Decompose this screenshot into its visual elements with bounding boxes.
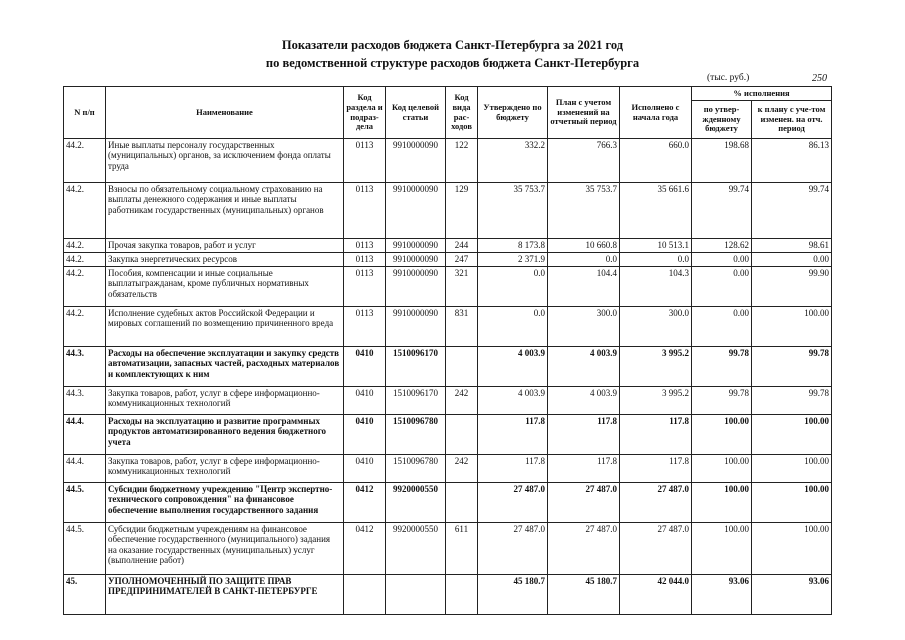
cell-row-name: УПОЛНОМОЧЕННЫЙ ПО ЗАЩИТЕ ПРАВ ПРЕДПРИНИМАТЕЛЕЙ В САНКТ-ПЕТЕРБУРГЕ: [106, 575, 344, 615]
cell-kind-code: 242: [446, 387, 478, 415]
table-row: [64, 307, 832, 347]
cell-kind-code: 244: [446, 239, 478, 253]
cell-executed: 35 661.6: [620, 183, 692, 239]
cell-plan: 0.0: [548, 253, 620, 267]
cell-executed: 10 513.1: [620, 239, 692, 253]
cell-pct-plan: 100.00: [752, 523, 832, 575]
cell-row-num: 44.4.: [64, 455, 106, 483]
cell-section-code: 0113: [344, 239, 386, 253]
cell-kind-code: 831: [446, 307, 478, 347]
cell-row-num: 44.2.: [64, 267, 106, 307]
cell-section-code: 0113: [344, 253, 386, 267]
cell-target-code: 9910000090: [386, 253, 446, 267]
cell-pct-approved: 93.06: [692, 575, 752, 615]
cell-approved: 2 371.9: [478, 253, 548, 267]
cell-row-num: 44.2.: [64, 253, 106, 267]
cell-target-code: 1510096170: [386, 347, 446, 387]
cell-plan: 45 180.7: [548, 575, 620, 615]
cell-pct-plan: 100.00: [752, 307, 832, 347]
cell-pct-approved: 128.62: [692, 239, 752, 253]
table-body: [64, 139, 832, 615]
cell-plan: 300.0: [548, 307, 620, 347]
cell-plan: 104.4: [548, 267, 620, 307]
cell-plan: 117.8: [548, 415, 620, 455]
header-approved: Утверждено по бюджету: [478, 87, 548, 139]
cell-approved: 117.8: [478, 455, 548, 483]
cell-approved: 4 003.9: [478, 347, 548, 387]
cell-row-num: 44.5.: [64, 483, 106, 523]
cell-pct-plan: 100.00: [752, 415, 832, 455]
cell-target-code: [386, 575, 446, 615]
cell-approved: 117.8: [478, 415, 548, 455]
header-pct-approved: по утвер-жденному бюджету: [692, 101, 752, 139]
header-section-code: Код раздела и подраз-дела: [344, 87, 386, 139]
header-kind-code: Код вида рас-ходов: [446, 87, 478, 139]
cell-plan: 27 487.0: [548, 523, 620, 575]
cell-row-name: Субсидии бюджетному учреждению "Центр экспертно-технического сопровождения" на финансовое обеспечение выполнения государственного задания: [106, 483, 344, 523]
cell-kind-code: 122: [446, 139, 478, 183]
header-executed: Исполнено с начала года: [620, 87, 692, 139]
cell-kind-code: [446, 347, 478, 387]
cell-row-name: Закупка энергетических ресурсов: [106, 253, 344, 267]
cell-pct-plan: 99.74: [752, 183, 832, 239]
document-title-line1: Показатели расходов бюджета Санкт-Петербурга за 2021 год: [281, 38, 624, 52]
cell-pct-plan: 100.00: [752, 455, 832, 483]
cell-executed: 42 044.0: [620, 575, 692, 615]
cell-kind-code: 321: [446, 267, 478, 307]
cell-section-code: 0113: [344, 307, 386, 347]
cell-pct-plan: 99.78: [752, 347, 832, 387]
cell-pct-plan: 0.00: [752, 253, 832, 267]
cell-target-code: 9910000090: [386, 139, 446, 183]
cell-pct-plan: 100.00: [752, 483, 832, 523]
cell-kind-code: [446, 415, 478, 455]
header-plan: План с учетом изменений на отчетный период: [548, 87, 620, 139]
cell-row-num: 44.3.: [64, 387, 106, 415]
cell-section-code: 0113: [344, 183, 386, 239]
cell-section-code: [344, 575, 386, 615]
header-name: Наименование: [106, 87, 344, 139]
cell-row-name: Иные выплаты персоналу государственных (муниципальных) органов, за исключением фонда оплаты труда: [106, 139, 344, 183]
cell-section-code: 0113: [344, 267, 386, 307]
header-num: N п/п: [64, 87, 106, 139]
cell-row-name: Пособия, компенсации и иные социальные выплатыгражданам, кроме публичных нормативных обязательств: [106, 267, 344, 307]
cell-row-num: 44.3.: [64, 347, 106, 387]
cell-pct-plan: 99.90: [752, 267, 832, 307]
cell-row-num: 44.2.: [64, 307, 106, 347]
cell-pct-approved: 100.00: [692, 523, 752, 575]
units-label: (тыс. руб.): [707, 73, 750, 83]
cell-executed: 3 995.2: [620, 387, 692, 415]
cell-row-name: Расходы на обеспечение эксплуатации и закупку средств автоматизации, запасных частей, расходных материалов и комплектующих к ним: [106, 347, 344, 387]
cell-plan: 27 487.0: [548, 483, 620, 523]
cell-pct-plan: 86.13: [752, 139, 832, 183]
cell-kind-code: [446, 483, 478, 523]
table-row: [64, 139, 832, 183]
cell-target-code: 1510096170: [386, 387, 446, 415]
table-row: [64, 575, 832, 615]
cell-row-name: Взносы по обязательному социальному страхованию на выплаты денежного содержания и иные выплаты работникам государственных (муниципальных) органов: [106, 183, 344, 239]
cell-section-code: 0412: [344, 523, 386, 575]
cell-executed: 104.3: [620, 267, 692, 307]
cell-section-code: 0410: [344, 455, 386, 483]
cell-executed: 27 487.0: [620, 483, 692, 523]
cell-plan: 766.3: [548, 139, 620, 183]
cell-pct-plan: 93.06: [752, 575, 832, 615]
cell-target-code: 9910000090: [386, 267, 446, 307]
cell-section-code: 0412: [344, 483, 386, 523]
cell-executed: 0.0: [620, 253, 692, 267]
table-row: [64, 267, 832, 307]
cell-kind-code: 129: [446, 183, 478, 239]
cell-executed: 300.0: [620, 307, 692, 347]
expenditure-table: [63, 86, 832, 615]
cell-executed: 117.8: [620, 415, 692, 455]
cell-row-num: 44.4.: [64, 415, 106, 455]
cell-section-code: 0410: [344, 415, 386, 455]
table-row: [64, 523, 832, 575]
cell-pct-approved: 99.74: [692, 183, 752, 239]
cell-pct-plan: 99.78: [752, 387, 832, 415]
cell-pct-approved: 100.00: [692, 415, 752, 455]
cell-row-num: 44.2.: [64, 183, 106, 239]
cell-row-name: Прочая закупка товаров, работ и услуг: [106, 239, 344, 253]
cell-approved: 0.0: [478, 307, 548, 347]
cell-target-code: 9920000550: [386, 483, 446, 523]
cell-row-name: Расходы на эксплуатацию и развитие программных продуктов автоматизированного ведения бюджетного учета: [106, 415, 344, 455]
header-pct-group: % исполнения: [692, 87, 832, 101]
cell-approved: 0.0: [478, 267, 548, 307]
cell-row-num: 44.2.: [64, 239, 106, 253]
cell-pct-approved: 0.00: [692, 307, 752, 347]
cell-plan: 4 003.9: [548, 347, 620, 387]
cell-plan: 10 660.8: [548, 239, 620, 253]
cell-row-name: Закупка товаров, работ, услуг в сфере информационно-коммуникационных технологий: [106, 455, 344, 483]
cell-kind-code: 611: [446, 523, 478, 575]
cell-plan: 117.8: [548, 455, 620, 483]
cell-pct-approved: 198.68: [692, 139, 752, 183]
cell-row-num: 44.5.: [64, 523, 106, 575]
cell-row-name: Исполнение судебных актов Российской Федерации и мировых соглашений по возмещению причиненного вреда: [106, 307, 344, 347]
table-row: [64, 183, 832, 239]
cell-row-num: 45.: [64, 575, 106, 615]
cell-plan: 4 003.9: [548, 387, 620, 415]
header-pct-plan: к плану с уче-том изменен. на отч. период: [752, 101, 832, 139]
page-number: 250: [812, 73, 827, 84]
cell-section-code: 0410: [344, 347, 386, 387]
cell-pct-approved: 100.00: [692, 483, 752, 523]
cell-target-code: 1510096780: [386, 415, 446, 455]
cell-approved: 27 487.0: [478, 523, 548, 575]
cell-executed: 660.0: [620, 139, 692, 183]
cell-pct-approved: 99.78: [692, 387, 752, 415]
cell-target-code: 9910000090: [386, 239, 446, 253]
table-row: [64, 415, 832, 455]
table-row: [64, 483, 832, 523]
cell-approved: 27 487.0: [478, 483, 548, 523]
document-title-line2: по ведомственной структуре расходов бюджета Санкт-Петербурга: [265, 56, 640, 70]
header-target-code: Код целевой статьи: [386, 87, 446, 139]
cell-target-code: 9910000090: [386, 183, 446, 239]
cell-pct-approved: 99.78: [692, 347, 752, 387]
cell-approved: 332.2: [478, 139, 548, 183]
table-row: [64, 239, 832, 253]
cell-pct-plan: 98.61: [752, 239, 832, 253]
cell-approved: 35 753.7: [478, 183, 548, 239]
cell-pct-approved: 0.00: [692, 267, 752, 307]
cell-section-code: 0410: [344, 387, 386, 415]
cell-row-name: Закупка товаров, работ, услуг в сфере информационно-коммуникационных технологий: [106, 387, 344, 415]
table-row: [64, 387, 832, 415]
cell-approved: 8 173.8: [478, 239, 548, 253]
cell-kind-code: 247: [446, 253, 478, 267]
cell-target-code: 9920000550: [386, 523, 446, 575]
cell-kind-code: 242: [446, 455, 478, 483]
cell-executed: 3 995.2: [620, 347, 692, 387]
cell-row-num: 44.2.: [64, 139, 106, 183]
cell-section-code: 0113: [344, 139, 386, 183]
cell-approved: 4 003.9: [478, 387, 548, 415]
cell-kind-code: [446, 575, 478, 615]
cell-row-name: Субсидии бюджетным учреждениям на финансовое обеспечение государственного (муниципального) задания на оказание государственных (муниципальных) услуг (выполнение работ): [106, 523, 344, 575]
cell-target-code: 1510096780: [386, 455, 446, 483]
cell-executed: 27 487.0: [620, 523, 692, 575]
table-row: [64, 347, 832, 387]
cell-target-code: 9910000090: [386, 307, 446, 347]
table-row: [64, 455, 832, 483]
table-row: [64, 253, 832, 267]
cell-approved: 45 180.7: [478, 575, 548, 615]
cell-pct-approved: 0.00: [692, 253, 752, 267]
cell-executed: 117.8: [620, 455, 692, 483]
cell-pct-approved: 100.00: [692, 455, 752, 483]
cell-plan: 35 753.7: [548, 183, 620, 239]
